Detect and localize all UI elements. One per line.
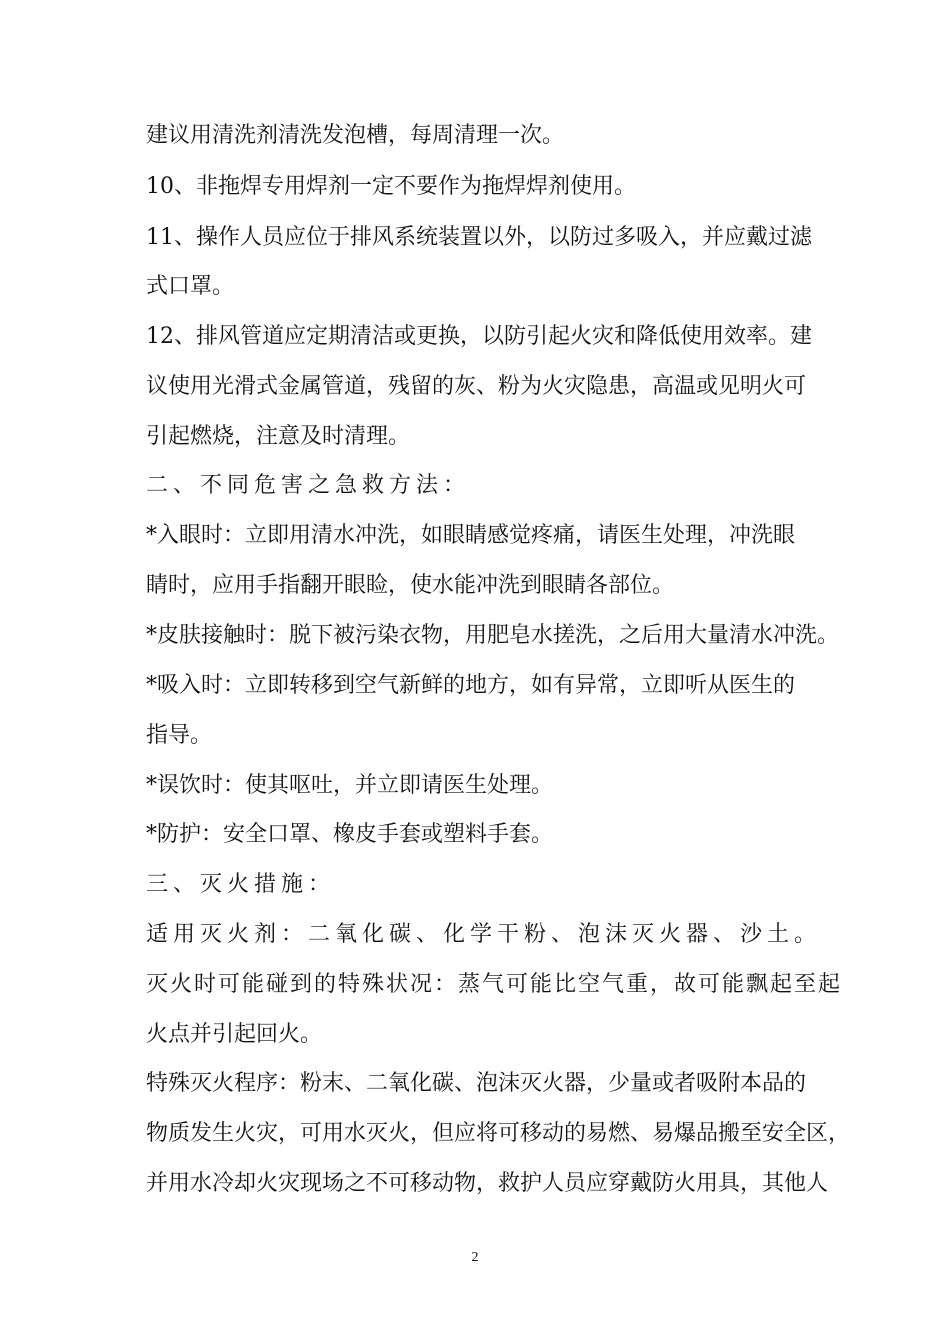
text-line: 特殊灭火程序：粉末、二氧化碳、泡沫灭火器，少量或者吸附本品的 (146, 1071, 807, 1096)
section-heading: 三、灭火措施： (146, 872, 336, 897)
text-line: 适用灭火剂：二氧化碳、化学干粉、泡沫灭火器、沙土。 (146, 922, 822, 947)
text-line: 议使用光滑式金属管道，残留的灰、粉为火灾隐患，高温或见明火可 (146, 374, 807, 399)
text-line: 并用水冷却火灾现场之不可移动物，救护人员应穿戴防火用具，其他人 (146, 1171, 829, 1196)
text-line: *误饮时：使其呕吐，并立即请医生处理。 (146, 773, 554, 798)
text-line: *防护：安全口罩、橡皮手套或塑料手套。 (146, 822, 554, 847)
section-heading: 二、不同危害之急救方法： (146, 473, 471, 498)
text-line: 建议用清洗剂清洗发泡槽，每周清理一次。 (146, 123, 565, 148)
text-line: 灭火时可能碰到的特殊状况：蒸气可能比空气重，故可能飘起至起 (146, 972, 843, 997)
text-line: 引起燃烧，注意及时清理。 (146, 424, 411, 449)
text-line: *皮肤接触时：脱下被污染衣物，用肥皂水搓洗，之后用大量清水冲洗。 (146, 623, 840, 648)
text-line: 11、操作人员应位于排风系统装置以外，以防过多吸入，并应戴过滤 (146, 225, 812, 250)
page-number: 2 (471, 1250, 479, 1265)
text-line: 物质发生火灾，可用水灭火，但应将可移动的易燃、易爆品搬至安全区， (146, 1121, 851, 1146)
text-line: 式口罩。 (146, 274, 235, 299)
text-line: *吸入时：立即转移到空气新鲜的地方，如有异常，立即听从医生的 (146, 673, 796, 698)
text-line: 10、非拖焊专用焊剂一定不要作为拖焊焊剂使用。 (146, 174, 636, 199)
text-line: 睛时，应用手指翻开眼睑，使水能冲洗到眼睛各部位。 (146, 573, 675, 598)
text-line: 指导。 (146, 723, 213, 748)
text-line: 12、排风管道应定期清洁或更换，以防引起火灾和降低使用效率。建 (146, 324, 812, 349)
text-line: 火点并引起回火。 (146, 1022, 323, 1047)
text-line: *入眼时：立即用清水冲洗，如眼睛感觉疼痛，请医生处理，冲洗眼 (146, 523, 796, 548)
